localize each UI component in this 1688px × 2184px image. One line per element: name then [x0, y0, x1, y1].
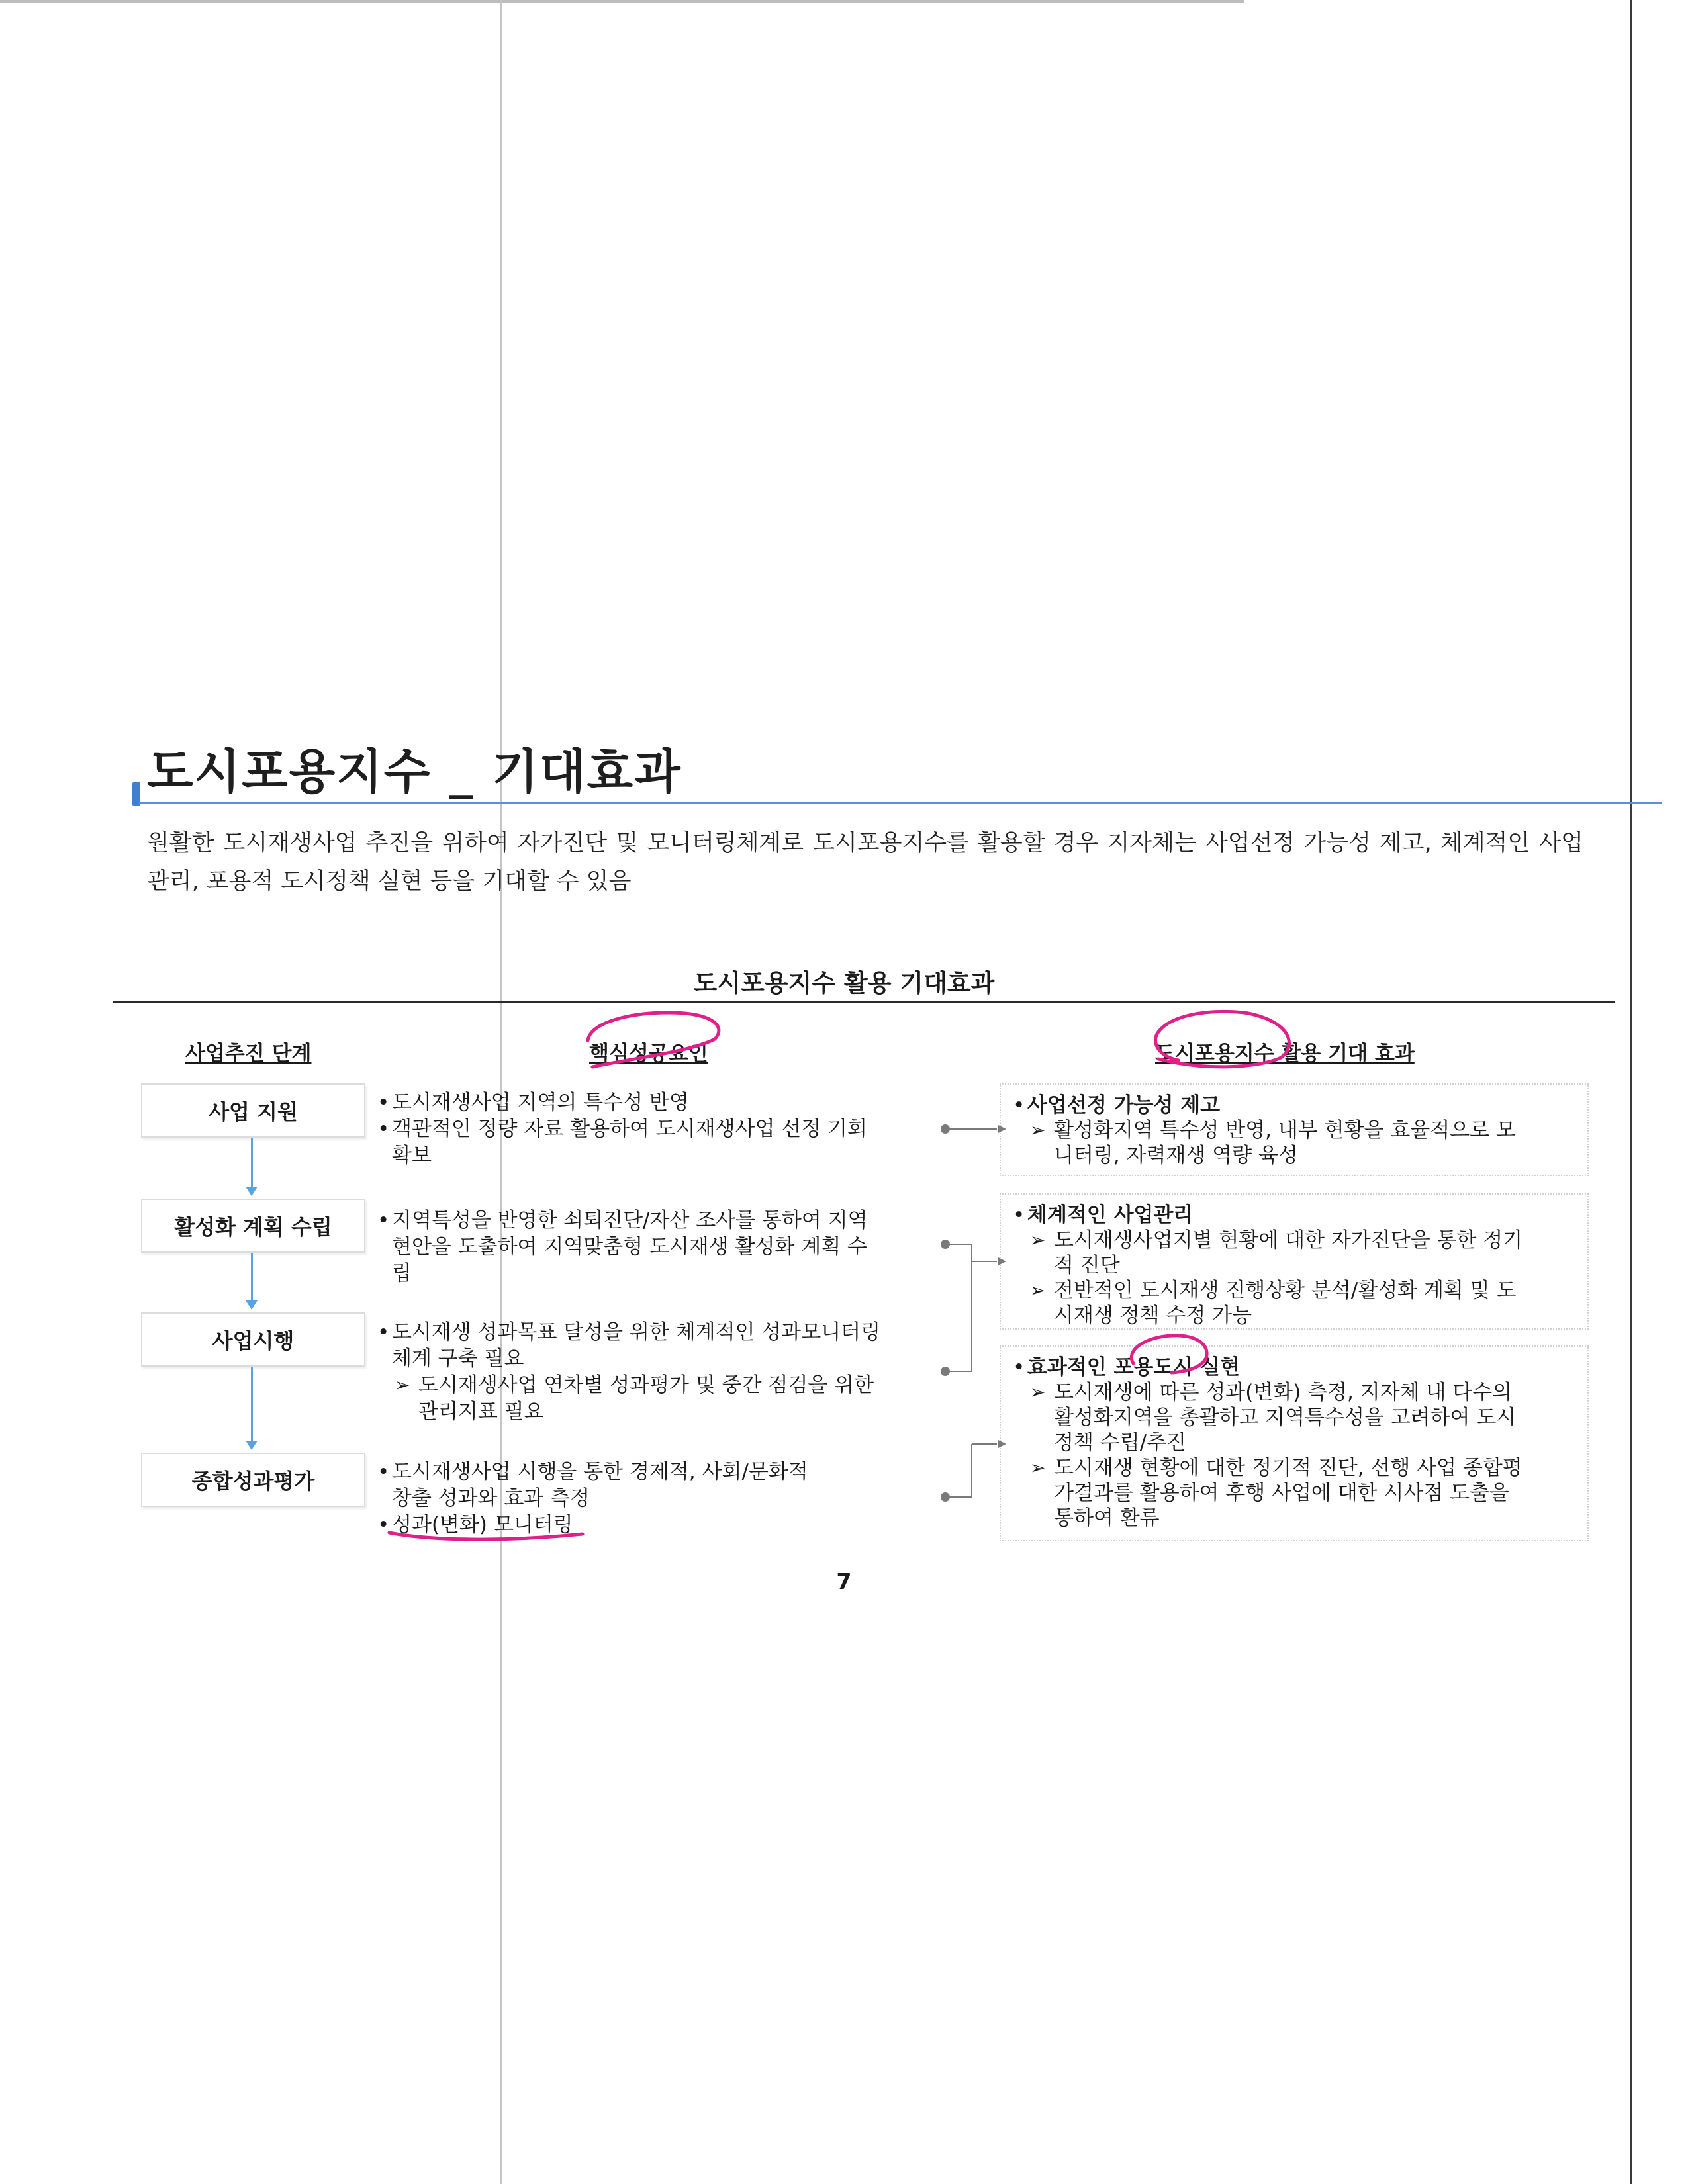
- factor-line-text: 성과(변화) 모니터링: [392, 1513, 573, 1537]
- factor-line-text: 립: [392, 1261, 412, 1285]
- factor-subline-text: 관리지표 필요: [418, 1400, 544, 1424]
- connector-dot: [941, 1240, 949, 1248]
- bullet-icon: •: [377, 1320, 390, 1344]
- bullet-icon: •: [377, 1513, 390, 1537]
- factor-line-text: 객관적인 정량 자료 활용하여 도시재생사업 선정 기회: [392, 1117, 867, 1141]
- header-effects: 도시포용지수 활용 기대 효과: [1155, 1042, 1415, 1066]
- intro-paragraph: 원활한 도시재생사업 추진을 위하여 자가진단 및 모니터링체계로 도시포용지수를 활용할 경우 지자체는 사업선정 가능성 제고, 체계적인 사업관리, 포용적 도시정책 실현 등을 기대할 수 있음: [147, 830, 1583, 895]
- arrow-bullet-icon: ➢: [1030, 1279, 1046, 1301]
- stage-box-execution: 사업시행: [141, 1312, 365, 1367]
- effect-subline-text: 정책 수립/추진: [1054, 1431, 1186, 1455]
- bullet-icon: •: [377, 1117, 390, 1141]
- bullet-icon: •: [377, 1460, 390, 1484]
- arrow-bullet-icon: ➢: [1030, 1229, 1046, 1251]
- stage-box-support: 사업 지원: [141, 1083, 365, 1138]
- factor-line-text: 창출 성과와 효과 측정: [392, 1486, 590, 1510]
- bullet-icon: •: [1013, 1093, 1025, 1117]
- header-stages: 사업추진 단계: [185, 1042, 312, 1066]
- connector-dot: [941, 1367, 949, 1375]
- stage-box-evaluation: 종합성과평가: [141, 1453, 365, 1507]
- factor-line-text: 도시재생사업 지역의 특수성 반영: [392, 1091, 689, 1115]
- effect-subline-text: 활성화지역 특수성 반영, 내부 현황을 효율적으로 모: [1054, 1118, 1516, 1142]
- effect-heading-text: 사업선정 가능성 제고: [1027, 1093, 1221, 1117]
- page-number: 7: [836, 1569, 852, 1594]
- factor-line-text: 지역특성을 반영한 쇠퇴진단/자산 조사를 통하여 지역: [392, 1208, 868, 1232]
- effect-subline-text: 시재생 정책 수정 가능: [1054, 1304, 1252, 1328]
- figure-title: 도시포용지수 활용 기대효과: [693, 969, 995, 997]
- factor-line-text: 도시재생사업 시행을 통한 경제적, 사회/문화적: [392, 1460, 808, 1484]
- connector-dot: [941, 1493, 949, 1501]
- effect-subline-text: 니터링, 자력재생 역량 육성: [1054, 1144, 1298, 1167]
- effect-subline-text: 도시재생에 따른 성과(변화) 측정, 지자체 내 다수의: [1054, 1381, 1513, 1404]
- bullet-icon: •: [1013, 1203, 1025, 1227]
- connector-arrowhead: [998, 1440, 1006, 1448]
- effect-subline-text: 도시재생 현황에 대한 정기적 진단, 선행 사업 종합평: [1054, 1456, 1523, 1480]
- connector-arrowhead: [998, 1257, 1006, 1265]
- effect-subline-text: 통하여 환류: [1054, 1506, 1160, 1530]
- effect-heading-text: 체계적인 사업관리: [1027, 1203, 1194, 1227]
- header-factors: 핵심성공요인: [589, 1042, 708, 1066]
- effect-subline-text: 전반적인 도시재생 진행상황 분석/활성화 계획 및 도: [1054, 1279, 1517, 1302]
- effect-heading-text: 효과적인 포용도시 실현: [1027, 1355, 1241, 1379]
- page-title: 도시포용지수 _ 기대효과: [147, 744, 682, 799]
- factor-line-text: 현안을 도출하여 지역맞춤형 도시재생 활성화 계획 수: [392, 1235, 867, 1259]
- effect-subline-text: 활성화지역을 총괄하고 지역특수성을 고려하여 도시: [1054, 1406, 1517, 1430]
- factor-subline-text: 도시재생사업 연차별 성과평가 및 중간 점검을 위한: [418, 1373, 874, 1397]
- factor-line-text: 확보: [392, 1144, 432, 1167]
- bullet-icon: •: [1013, 1355, 1025, 1379]
- arrow-bullet-icon: ➢: [395, 1374, 410, 1396]
- effect-subline-text: 도시재생사업지별 현황에 대한 자가진단을 통한 정기: [1054, 1228, 1523, 1252]
- stage-box-plan: 활성화 계획 수립: [141, 1199, 365, 1253]
- bullet-icon: •: [377, 1091, 390, 1115]
- connector-arrowhead: [998, 1125, 1006, 1133]
- effect-subline-text: 가결과를 활용하여 후행 사업에 대한 시사점 도출을: [1054, 1481, 1509, 1505]
- factor-line-text: 체계 구축 필요: [392, 1347, 524, 1371]
- factor-line-text: 도시재생 성과목표 달성을 위한 체계적인 성과모니터링: [392, 1320, 881, 1344]
- arrow-bullet-icon: ➢: [1030, 1119, 1046, 1141]
- arrow-bullet-icon: ➢: [1030, 1381, 1046, 1403]
- bullet-icon: •: [377, 1208, 390, 1232]
- connector-dot: [941, 1125, 949, 1133]
- arrow-bullet-icon: ➢: [1030, 1457, 1046, 1479]
- effect-subline-text: 적 진단: [1054, 1253, 1120, 1277]
